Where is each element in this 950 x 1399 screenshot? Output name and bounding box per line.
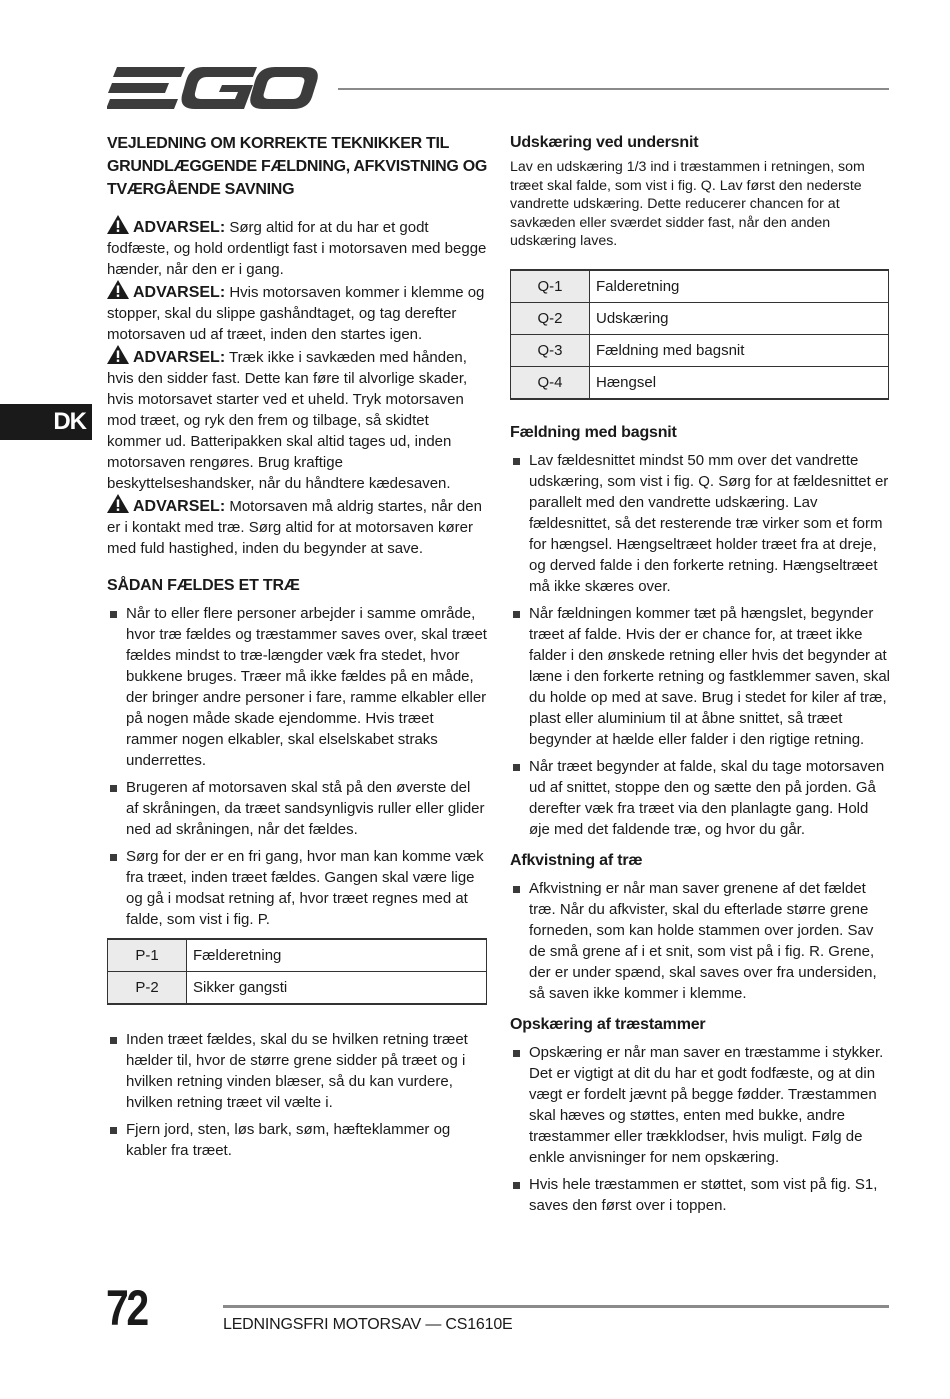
table-cell-label: Fælderetning bbox=[187, 939, 487, 972]
warning-text: Hvis motorsaven kommer i klemme og stopper, skal du slippe gashåndtaget, og tag derefter motorsaven ud af træet, inden den startes igen. bbox=[107, 284, 485, 343]
warning-text: Træk ikke i savkæden med hånden, hvis den sidder fast. Dette kan føre til alvorlige skader, hvis motorsavet starter ved et uheld. Tryk motorsaven mod træet, og ryk den frem og tilbage, så skidtet kommer ud. Batteripakken skal altid tages ud, inden motorsaven rengøres. Brug kraftige beskyttelseshandsker, når du håndtere kædesaven. bbox=[107, 349, 468, 492]
table-cell-label: Fældning med bagsnit bbox=[590, 334, 889, 366]
main-heading: VEJLEDNING OM KORREKTE TEKNIKKER TIL GRUNDLÆGGENDE FÆLDNING, AFKVISTNING OG TVÆRGÅENDE SAVNING bbox=[107, 135, 488, 198]
felling-heading: SÅDAN FÆLDES ET TRÆ bbox=[107, 577, 300, 594]
warning-icon bbox=[107, 215, 129, 234]
language-tab: DK bbox=[0, 404, 92, 440]
table-cell-code: Q-3 bbox=[511, 334, 590, 366]
table-row bbox=[108, 972, 487, 1005]
list-item: Når fældningen kommer tæt på hængslet, begynder træet af falde. Hvis der er chance for, at træet ikke falder i den ønskede retning eller hvis det begynder at læne i den forkerte retning og fastklemmer saven, skal du holde op med at save. Brug i stedet for kiler af træ, plast eller aluminium til at åbne snittet, så træet begynder at hælde eller falder i den rigtige retning. bbox=[510, 603, 890, 750]
warning-label: ADVARSEL: bbox=[133, 498, 226, 515]
list-item: Afkvistning er når man saver grenene af det fældet træ. Når du afkvister, skal du efterlade større grene forneden, som kan holde stammen over jorden. Sav de små grene af i et snit, som vist på i fig. R. Grene, der er under spænd, skal saves over fra undersiden, så saven ikke kommer i klemme. bbox=[510, 878, 890, 1004]
limbing-heading: Afkvistning af træ bbox=[510, 851, 643, 869]
warning-3 bbox=[107, 345, 487, 494]
pre-felling-list bbox=[107, 1029, 487, 1161]
table-cell-code: Q-4 bbox=[511, 366, 590, 399]
figure-p-table bbox=[107, 938, 487, 1005]
ego-logo-graphic bbox=[107, 65, 319, 111]
table-cell-code: Q-2 bbox=[511, 302, 590, 334]
table-row bbox=[511, 334, 889, 366]
felling-list bbox=[107, 603, 487, 930]
list-item: Lav fældesnittet mindst 50 mm over det vandrette udskæring, som vist i fig. Q. Sørg for at fældesnittet er parallelt med den vandrette udskæring. Lav fældesnittet, så det resterende træ virker som et form for hængsel. Hængseltræet holder træet fra at dreje, og derved falde i den forkerte retning. Hængseltræet må ikke skæres over. bbox=[510, 450, 890, 597]
list-item: Inden træet fældes, skal du se hvilken retning træet hælder til, hvor de større grene sidder på træet og i hvilken retning vinden blæser, så du kan vurdere, hvilken retning træet vil vælte i. bbox=[107, 1029, 487, 1113]
warning-icon bbox=[107, 494, 129, 513]
warning-icon bbox=[107, 280, 129, 299]
page-number: 72 bbox=[106, 1280, 147, 1336]
bucking-list bbox=[510, 1042, 890, 1216]
bucking-heading: Opskæring af træstammer bbox=[510, 1015, 706, 1033]
header-rule bbox=[338, 88, 889, 90]
limbing-list bbox=[510, 878, 890, 1004]
table-row bbox=[511, 366, 889, 399]
table-cell-code: P-1 bbox=[108, 939, 187, 972]
list-item: Sørg for der er en fri gang, hvor man kan komme væk fra træet, inden træet fældes. Gangen skal være lige og gå i modsat retning af, hvor træet regnes med at falde, som vist i fig. P. bbox=[107, 846, 487, 930]
list-item: Fjern jord, sten, løs bark, søm, hæfteklammer og kabler fra træet. bbox=[107, 1119, 487, 1161]
table-cell-label: Falderetning bbox=[590, 270, 889, 303]
warning-2 bbox=[107, 280, 487, 345]
warning-label: ADVARSEL: bbox=[133, 349, 226, 366]
table-row bbox=[108, 939, 487, 972]
table-row bbox=[511, 270, 889, 303]
table-cell-label: Udskæring bbox=[590, 302, 889, 334]
undercut-heading: Udskæring ved undersnit bbox=[510, 134, 699, 151]
table-cell-label: Hængsel bbox=[590, 366, 889, 399]
backcut-heading: Fældning med bagsnit bbox=[510, 423, 677, 441]
warning-icon bbox=[107, 345, 129, 364]
warning-label: ADVARSEL: bbox=[133, 284, 226, 301]
table-row bbox=[511, 302, 889, 334]
list-item: Når træet begynder at falde, skal du tage motorsaven ud af snittet, stoppe den og sætte den på jorden. Gå derefter væk fra træet via den planlagte gang. Hold øje med det faldende træ, og hvor du går. bbox=[510, 756, 890, 840]
warning-text: Motorsaven må aldrig startes, når den er i kontakt med træ. Sørg altid for at motorsaven kører med fuld hastighed, inden du begynder at save. bbox=[107, 498, 482, 557]
table-cell-label: Sikker gangsti bbox=[187, 972, 487, 1005]
warning-text: Sørg altid for at du har et godt fodfæste, og hold ordentligt fast i motorsaven med begge hænder, når den er i gang. bbox=[107, 219, 487, 278]
undercut-text: Lav en udskæring 1/3 ind i træstammen i retningen, som træet skal falde, som vist i fig. Q. Lav først den nederste vandrette udskæring. Dette reducerer chancen for at savkæden eller sværdet sidder fast, når den anden udskæring laves. bbox=[510, 159, 865, 249]
warning-label: ADVARSEL: bbox=[133, 219, 226, 236]
list-item: Når to eller flere personer arbejder i samme område, hvor træ fældes og træstammer saves over, skal træet fældes mindst to træ-længder væk fra stedet, hvor bukkene bruges. Træer må ikke fældes på en måde, der bringer andre personer i fare, ramme elkabler eller på nogen måde skade ejendomme. Hvis træet rammer nogen elkabler, skal elselskabet straks underrettes. bbox=[107, 603, 487, 771]
warning-4 bbox=[107, 494, 487, 559]
ego-logo bbox=[107, 65, 319, 116]
left-column bbox=[107, 132, 487, 1167]
list-item: Opskæring er når man saver en træstamme i stykker. Det er vigtigt at dit du har et godt fodfæste, og at din vægt er fordelt jævnt på begge fødder. Træstammen skal hæves og støttes, enten med bukke, andre træstammer eller trækklodser, hvis muligt. Følg de enkle anvisninger for nem opskæring. bbox=[510, 1042, 890, 1168]
table-cell-code: Q-1 bbox=[511, 270, 590, 303]
warning-1 bbox=[107, 215, 487, 280]
footer-product-name: LEDNINGSFRI MOTORSAV — CS1610E bbox=[223, 1316, 513, 1333]
backcut-list bbox=[510, 450, 890, 840]
list-item: Hvis hele træstammen er støttet, som vist på fig. S1, saves den først over i toppen. bbox=[510, 1174, 890, 1216]
list-item: Brugeren af motorsaven skal stå på den øverste del af skråningen, da træet sandsynligvis ruller eller glider ned ad skråningen, når det fældes. bbox=[107, 777, 487, 840]
table-cell-code: P-2 bbox=[108, 972, 187, 1005]
right-column bbox=[510, 132, 890, 1222]
footer-rule bbox=[223, 1305, 889, 1308]
figure-q-table bbox=[510, 269, 889, 400]
